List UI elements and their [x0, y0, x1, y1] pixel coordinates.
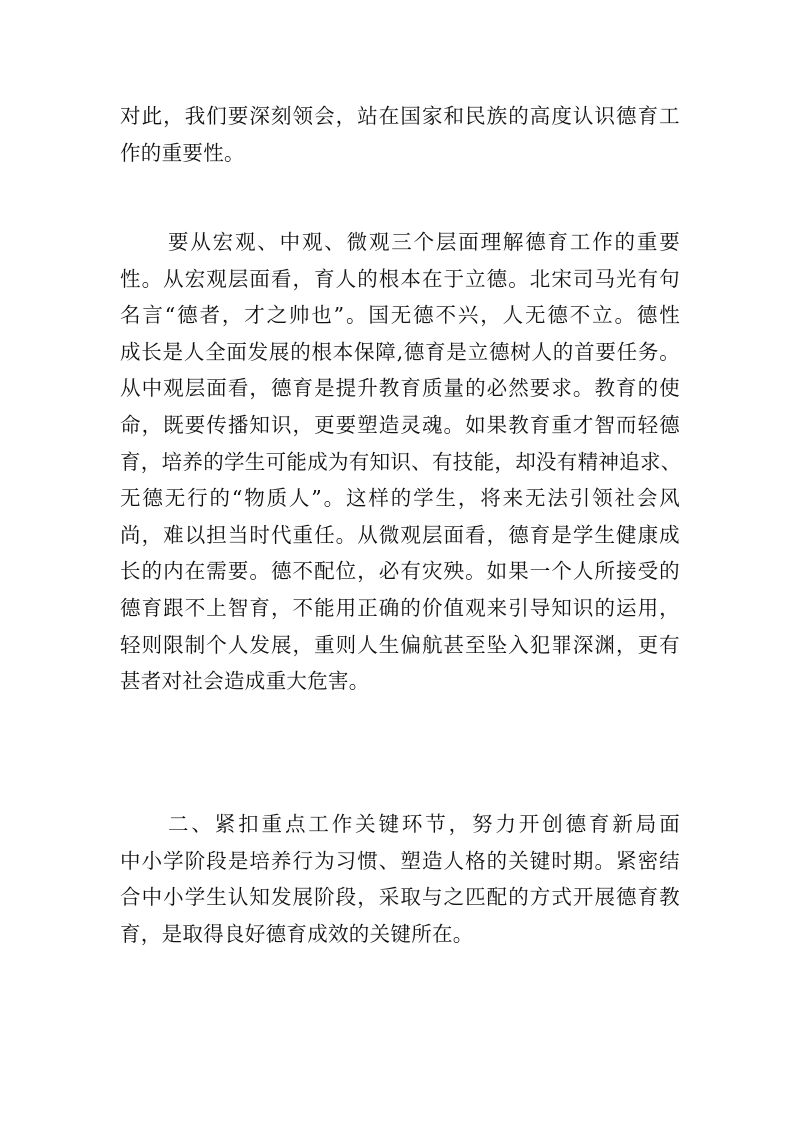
paragraph-line: 性。从宏观层面看，育人的根本在于立德。北宋司马光有句 — [120, 266, 680, 291]
paragraph-line: 成长是人全面发展的根本保障,德育是立德树人的首要任务。 — [120, 339, 680, 364]
paragraph-line: 名言“德者，才之帅也”。国无德不兴，人无德不立。德性 — [120, 303, 680, 328]
paragraph-3 — [120, 806, 680, 952]
paragraph-line: 中小学阶段是培养行为习惯、塑造人格的关键时期。紧密结 — [120, 848, 680, 873]
paragraph-line: 命，既要传播知识，更要塑造灵魂。如果教育重才智而轻德 — [120, 412, 680, 437]
paragraph-2 — [120, 224, 680, 700]
paragraph-line: 甚者对社会造成重大危害。 — [120, 669, 370, 694]
paragraph-line: 德育跟不上智育，不能用正确的价值观来引导知识的运用， — [120, 595, 680, 620]
paragraph-line: 育，是取得良好德育成效的关键所在。 — [120, 921, 474, 946]
paragraph-line: 育，培养的学生可能成为有知识、有技能，却没有精神追求、 — [120, 449, 682, 474]
paragraph-line: 轻则限制个人发展，重则人生偏航甚至坠入犯罪深渊，更有 — [120, 632, 680, 657]
paragraph-line: 作的重要性。 — [120, 140, 245, 165]
paragraph-1 — [120, 98, 680, 171]
paragraph-line: 无德无行的“物质人”。这样的学生，将来无法引领社会风 — [120, 486, 680, 511]
paragraph-line: 要从宏观、中观、微观三个层面理解德育工作的重要 — [168, 230, 680, 254]
paragraph-line: 尚，难以担当时代重任。从微观层面看，德育是学生健康成 — [120, 522, 680, 547]
section-heading: 二、紧扣重点工作关键环节，努力开创德育新局面 — [168, 812, 680, 836]
paragraph-line: 合中小学生认知发展阶段，采取与之匹配的方式开展德育教 — [120, 885, 680, 910]
paragraph-line: 对此，我们要深刻领会，站在国家和民族的高度认识德育工 — [120, 104, 680, 128]
paragraph-line: 从中观层面看，德育是提升教育质量的必然要求。教育的使 — [120, 376, 680, 401]
paragraph-line: 长的内在需要。德不配位，必有灾殃。如果一个人所接受的 — [120, 559, 680, 584]
